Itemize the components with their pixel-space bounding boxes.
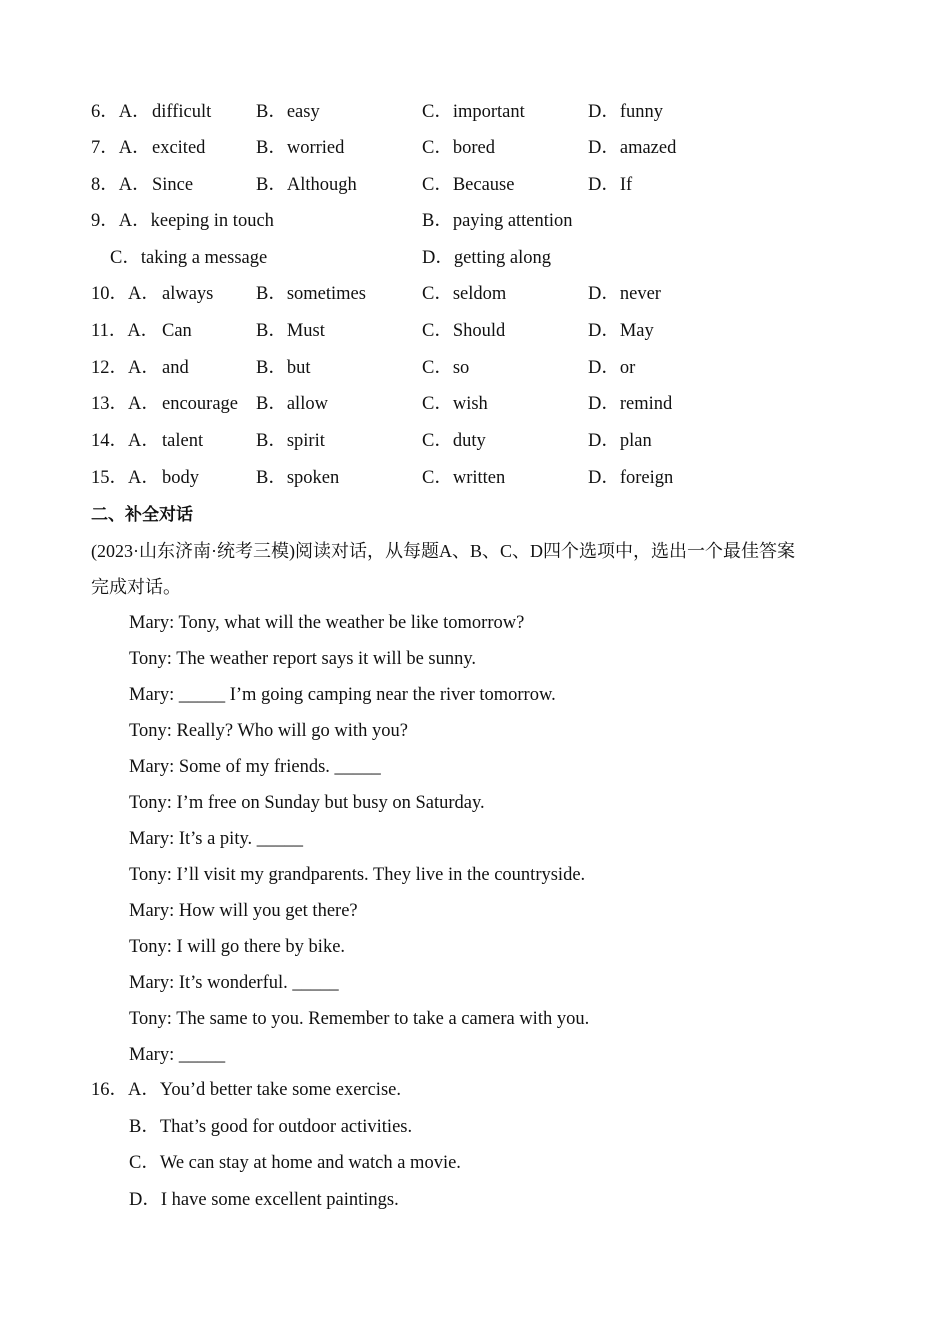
- question-16-option-d: D．I have some excellent paintings.: [129, 1190, 399, 1210]
- dialogue-line: Mary: _____: [129, 1045, 226, 1065]
- question-number: 11．A．: [91, 321, 160, 341]
- dialogue-line: Tony: I’m free on Sunday but busy on Saturday.: [129, 793, 485, 813]
- section-intro-line-1: (2023·山东济南·统考三模)阅读对话，从每题A、B、C、D四个选项中，选出一个最佳答案: [91, 541, 795, 561]
- option-c: C．bored: [422, 138, 495, 158]
- question-number: 7．A．: [91, 138, 151, 158]
- question-12-row: [91, 355, 891, 381]
- dialogue-line: Tony: The same to you. Remember to take a camera with you.: [129, 1009, 590, 1029]
- option-a: excited: [152, 138, 206, 158]
- option-b: B．sometimes: [256, 284, 366, 304]
- option-a: encourage: [162, 394, 239, 414]
- option-c: C．Because: [422, 175, 515, 195]
- option-a: difficult: [152, 102, 212, 122]
- option-b: B．spoken: [256, 468, 340, 488]
- question-10-row: [91, 281, 891, 307]
- dialogue-line: Mary: Some of my friends. _____: [129, 757, 381, 777]
- option-a: and: [162, 358, 189, 378]
- question-number: 10．A．: [91, 284, 160, 304]
- question-16-option-a: 16．A．You’d better take some exercise.: [91, 1080, 401, 1100]
- dialogue-line: Tony: Really? Who will go with you?: [129, 721, 408, 741]
- option-b: B．Must: [256, 321, 325, 341]
- option-c: C．Should: [422, 321, 506, 341]
- section-heading: 二、补全对话: [91, 505, 193, 525]
- option-d: D．never: [588, 284, 661, 304]
- dialogue-line: Mary: It’s a pity. _____: [129, 829, 304, 849]
- question-number: 12．A．: [91, 358, 160, 378]
- question-6-row: [91, 99, 891, 125]
- option-c: C．wish: [422, 394, 488, 414]
- question-number: 14．A．: [91, 431, 160, 451]
- option-b: B．easy: [256, 102, 320, 122]
- question-number: 13．A．: [91, 394, 160, 414]
- option-d: D．getting along: [422, 248, 551, 268]
- dialogue-line: Mary: Tony, what will the weather be like tomorrow?: [129, 613, 525, 633]
- option-d: D．remind: [588, 394, 673, 414]
- dialogue-line: Mary: _____ I’m going camping near the river tomorrow.: [129, 685, 556, 705]
- option-a: always: [162, 284, 214, 304]
- question-16-option-b: B．That’s good for outdoor activities.: [129, 1117, 413, 1137]
- option-a: body: [162, 468, 199, 488]
- option-d: D．funny: [588, 102, 664, 122]
- question-13-row: [91, 391, 891, 417]
- question-14-row: [91, 428, 891, 454]
- option-c: C．duty: [422, 431, 486, 451]
- option-a: Since: [152, 175, 194, 195]
- option-d: D．plan: [588, 431, 652, 451]
- option-d: D．foreign: [588, 468, 674, 488]
- dialogue-line: Mary: How will you get there?: [129, 901, 358, 921]
- question-16-option-c: C．We can stay at home and watch a movie.: [129, 1153, 461, 1173]
- question-11-row: [91, 318, 891, 344]
- option-d: D．If: [588, 175, 633, 195]
- option-c: C．so: [422, 358, 470, 378]
- dialogue-line: Tony: I will go there by bike.: [129, 937, 346, 957]
- question-number: 15．A．: [91, 468, 160, 488]
- option-c: C．important: [422, 102, 525, 122]
- question-number: 6．A．: [91, 102, 151, 122]
- option-c: C．seldom: [422, 284, 507, 304]
- option-a: 9．A．keeping in touch: [91, 211, 274, 231]
- option-d: D．or: [588, 358, 636, 378]
- option-c: C．written: [422, 468, 506, 488]
- option-b: B．paying attention: [422, 211, 573, 231]
- dialogue-line: Tony: The weather report says it will be sunny.: [129, 649, 477, 669]
- question-8-row: [91, 172, 891, 198]
- option-a: Can: [162, 321, 192, 341]
- question-9-row-2: [91, 245, 891, 271]
- option-d: D．amazed: [588, 138, 677, 158]
- question-15-row: [91, 465, 891, 491]
- question-number: 8．A．: [91, 175, 151, 195]
- option-b: B．Although: [256, 175, 357, 195]
- option-b: B．but: [256, 358, 311, 378]
- question-9-row-1: [91, 208, 891, 234]
- option-b: B．allow: [256, 394, 328, 414]
- option-a: talent: [162, 431, 204, 451]
- option-b: B．spirit: [256, 431, 325, 451]
- question-7-row: [91, 135, 891, 161]
- dialogue-line: Tony: I’ll visit my grandparents. They live in the countryside.: [129, 865, 586, 885]
- dialogue-line: Mary: It’s wonderful. _____: [129, 973, 339, 993]
- option-c: C．taking a message: [110, 248, 268, 268]
- option-b: B．worried: [256, 138, 345, 158]
- option-d: D．May: [588, 321, 654, 341]
- section-intro-line-2: 完成对话。: [91, 577, 181, 597]
